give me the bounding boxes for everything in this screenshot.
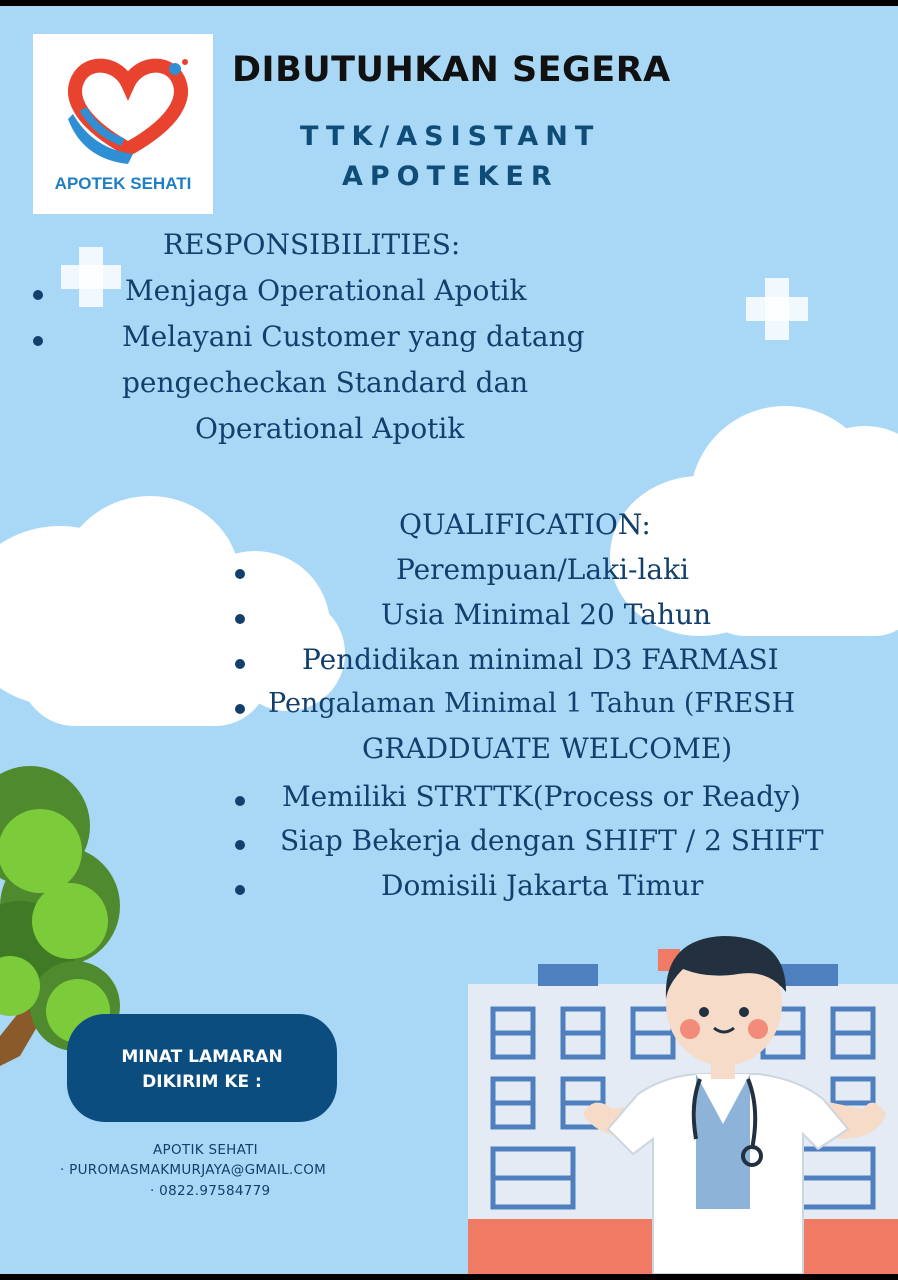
contact-email[interactable]: · PUROMASMAKMURJAYA@GMAIL.COM <box>60 1162 327 1178</box>
qualification-item: Pengalaman Minimal 1 Tahun (FRESH <box>268 688 796 719</box>
bullet <box>235 840 245 850</box>
heart-hands-icon <box>63 54 193 164</box>
job-poster <box>0 6 898 1274</box>
hospital-doctor-illustration <box>468 924 898 1274</box>
qualification-item: Perempuan/Laki-laki <box>396 553 690 586</box>
apply-callout-line-2: DIKIRIM KE : <box>142 1072 262 1092</box>
bullet <box>33 290 43 300</box>
logo-card <box>33 34 213 214</box>
responsibility-item: Melayani Customer yang datang <box>122 320 585 353</box>
job-role-line-1: TTK/ASISTANT <box>300 121 601 152</box>
qualification-item: Siap Bekerja dengan SHIFT / 2 SHIFT <box>280 824 824 857</box>
bullet <box>235 796 245 806</box>
qualification-item-continuation: GRADDUATE WELCOME) <box>362 732 733 765</box>
page-title: DIBUTUHKAN SEGERA <box>232 50 671 90</box>
qualification-item: Usia Minimal 20 Tahun <box>381 598 712 631</box>
bullet <box>235 885 245 895</box>
responsibilities-heading: RESPONSIBILITIES: <box>163 228 461 261</box>
qualification-item: Pendidikan minimal D3 FARMASI <box>302 643 779 676</box>
brand-name: APOTEK SEHATI <box>54 174 192 193</box>
bullet <box>235 704 245 714</box>
responsibility-item-continuation: pengecheckan Standard dan <box>122 366 529 399</box>
qualification-item: Domisili Jakarta Timur <box>381 869 704 902</box>
qualification-heading: QUALIFICATION: <box>399 508 651 541</box>
responsibility-item-continuation: Operational Apotik <box>195 412 465 445</box>
bullet <box>235 569 245 579</box>
bullet <box>235 614 245 624</box>
contact-company: APOTIK SEHATI <box>153 1142 258 1158</box>
job-role-line-2: APOTEKER <box>342 161 559 192</box>
contact-phone[interactable]: · 0822.97584779 <box>150 1183 271 1199</box>
apply-callout-line-1: MINAT LAMARAN <box>121 1047 283 1067</box>
bullet <box>235 659 245 669</box>
qualification-item: Memiliki STRTTK(Process or Ready) <box>282 780 801 813</box>
apply-callout <box>67 1014 337 1122</box>
bullet <box>33 336 43 346</box>
responsibility-item: Menjaga Operational Apotik <box>125 274 527 307</box>
